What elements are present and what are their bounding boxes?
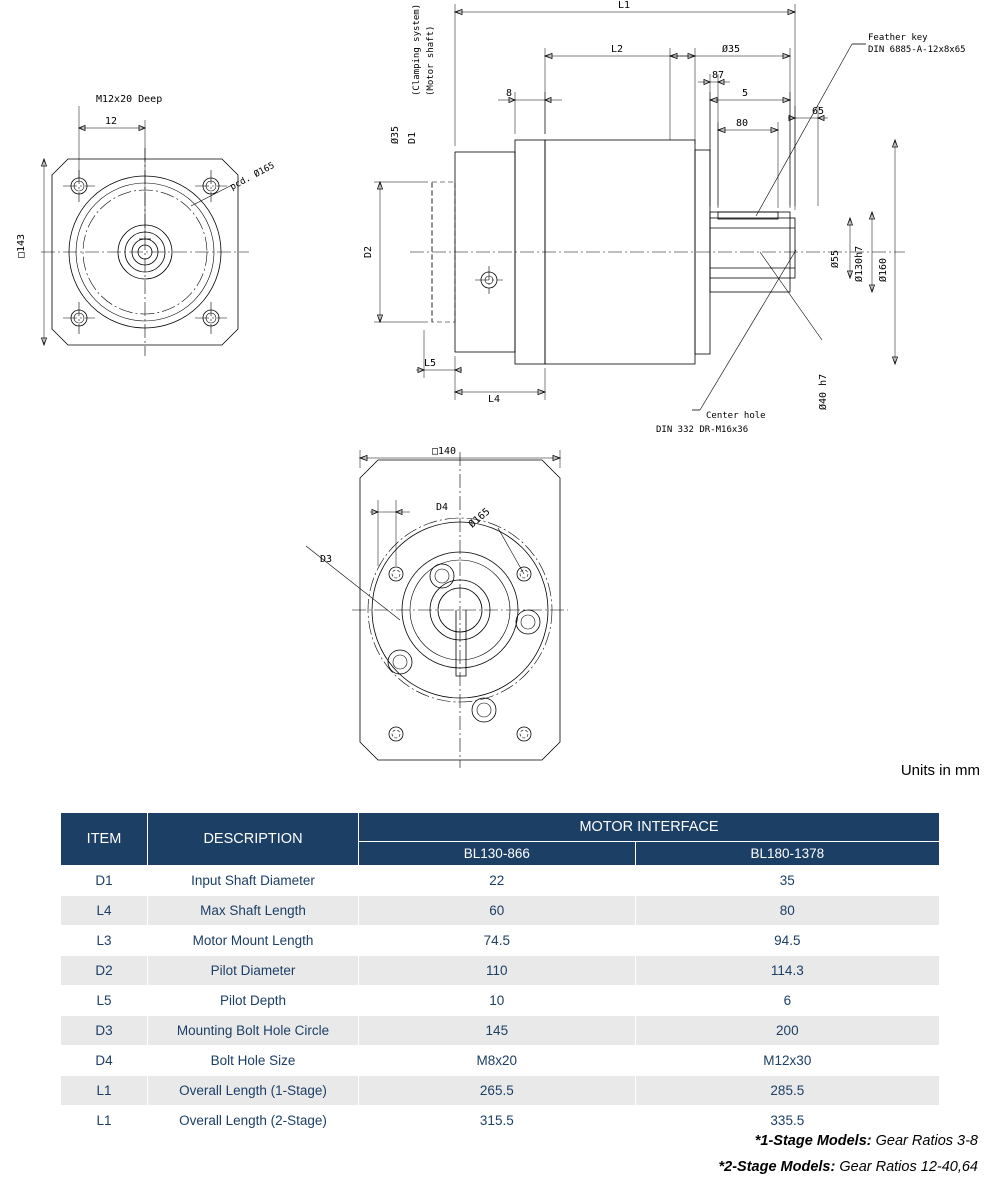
side-label-feather-key: Feather key [868,33,928,43]
cell-bl130: 22 [359,866,636,896]
rear-label-D3: D3 [320,554,333,565]
cell-item: L4 [61,896,148,926]
side-label-d160: Ø160 [878,257,889,282]
cell-bl130: 145 [359,1016,636,1046]
side-label-D2: D2 [363,245,374,258]
side-section-view [363,0,966,435]
front-label-bolt-size: 12 [105,116,118,127]
cell-description: Overall Length (2-Stage) [148,1106,359,1136]
side-label-d40h7: Ø40 h7 [818,373,829,410]
cell-bl180: 80 [635,896,939,926]
rear-label-D4: D4 [436,502,449,513]
table-row [61,1046,940,1076]
note-2-stage-text: Gear Ratios 12-40,64 [835,1159,978,1175]
side-label-d55: Ø55 [830,249,841,268]
side-label-feather-key-std: DIN 6885-A-12x8x65 [868,45,966,55]
cell-description: Mounting Bolt Hole Circle [148,1016,359,1046]
table-row [61,1106,940,1136]
header-item: ITEM [61,813,148,866]
cell-description: Max Shaft Length [148,896,359,926]
side-label-motorshaft: (Motor shaft) [426,25,436,96]
cell-bl130: 315.5 [359,1106,636,1136]
side-label-L2: L2 [611,44,624,55]
side-label-d130h7: Ø130h7 [854,245,865,282]
cell-item: D2 [61,956,148,986]
front-view [16,94,276,356]
units-note: Units in mm [900,762,980,779]
table-row [61,866,940,896]
side-label-29-5: 8 [506,88,513,99]
front-label-pcd: pcd. Ø165 [228,160,277,193]
cell-item: L3 [61,926,148,956]
header-motor-interface: MOTOR INTERFACE [359,813,940,842]
table-row [61,956,940,986]
note-2-stage-label: *2-Stage Models: [718,1159,836,1175]
table-row [61,926,940,956]
side-label-80: 5 [742,88,749,99]
note-1-stage-text: Gear Ratios 3-8 [871,1133,978,1149]
cell-bl130: M8x20 [359,1046,636,1076]
cell-bl180: 114.3 [635,956,939,986]
cell-item: L1 [61,1076,148,1106]
note-2-stage [718,1159,978,1175]
cell-description: Pilot Depth [148,986,359,1016]
side-label-8: 65 [812,106,825,117]
header-bl180-1378: BL180-1378 [635,842,939,866]
rear-label-square140: □140 [432,446,457,457]
cell-bl180: 285.5 [635,1076,939,1106]
cell-item: D1 [61,866,148,896]
cell-item: D4 [61,1046,148,1076]
side-label-87: Ø35 [722,44,741,55]
cell-bl180: 94.5 [635,926,939,956]
front-label-side-dim: □143 [16,233,27,258]
side-label-L5: L5 [424,358,437,369]
cell-item: L5 [61,986,148,1016]
table-row [61,1076,940,1106]
cell-bl130: 265.5 [359,1076,636,1106]
note-1-stage [755,1133,978,1149]
side-label-clamping: (Clamping system) [412,3,422,96]
cell-description: Bolt Hole Size [148,1046,359,1076]
table-row [61,986,940,1016]
cell-bl180: 6 [635,986,939,1016]
cell-bl130: 10 [359,986,636,1016]
note-1-stage-label: *1-Stage Models: [754,1133,872,1149]
side-label-center-hole-std: DIN 332 DR-M16x36 [656,425,749,435]
table-row [61,896,940,926]
cell-description: Overall Length (1-Stage) [148,1076,359,1106]
side-label-L4: L4 [488,394,501,405]
rear-view [306,446,568,768]
cell-bl180: M12x30 [635,1046,939,1076]
cell-description: Pilot Diameter [148,956,359,986]
cell-bl130: 60 [359,896,636,926]
side-label-5: 87 [712,70,725,81]
side-label-L1: L1 [618,0,631,11]
header-description: DESCRIPTION [148,813,359,866]
front-label-bolt-depth: M12x20 Deep [96,94,163,105]
side-label-65: 80 [736,118,749,129]
cell-bl180: 200 [635,1016,939,1046]
side-label-D1: D1 [407,131,418,144]
header-bl130-866: BL130-866 [359,842,636,866]
cell-item: D3 [61,1016,148,1046]
cell-bl180: 335.5 [635,1106,939,1136]
rear-label-d165: Ø165 [466,506,493,531]
cell-item: L1 [61,1106,148,1136]
cell-description: Input Shaft Diameter [148,866,359,896]
side-label-center-hole: Center hole [706,411,766,421]
cell-bl180: 35 [635,866,939,896]
specification-table [60,812,940,1136]
cell-bl130: 74.5 [359,926,636,956]
cell-description: Motor Mount Length [148,926,359,956]
side-label-d35: Ø35 [390,125,401,144]
cell-bl130: 110 [359,956,636,986]
table-row [61,1016,940,1046]
